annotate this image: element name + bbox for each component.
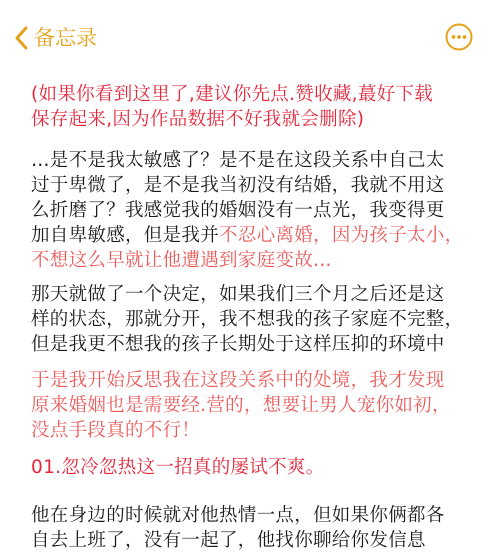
back-button[interactable] bbox=[14, 24, 97, 52]
highlight-line: 于是我开始反思我在这段关系中的处境，我才发现 bbox=[31, 370, 445, 391]
paragraph-3 bbox=[31, 368, 451, 443]
more-options-icon bbox=[445, 23, 473, 51]
highlight-segment: 不忍心离婚，因为孩子太小， bbox=[219, 225, 464, 246]
text-line: 过于卑微了，是不是我当初没有结婚，我就不用这 bbox=[31, 175, 445, 196]
highlight-line: 不想这么早就让他遭遇到家庭变故… bbox=[31, 250, 332, 271]
highlight-line: 原来婚姻也是需要经.营的，想要让男人宠你如初， bbox=[31, 395, 451, 416]
chevron-left-icon bbox=[14, 26, 28, 50]
notice-line: (如果你看到这里了,建议你先点.赞收藏,蕞好下载 bbox=[31, 84, 434, 105]
back-label: 备忘录 bbox=[34, 26, 97, 50]
highlight-line: 没点手段真的不行！ bbox=[31, 420, 201, 441]
text-line: 但是我更不想我的孩子长期处于这样压抑的环境中 bbox=[31, 334, 445, 355]
heading-text: 01.忽冷忽热这一招真的屡试不爽。 bbox=[31, 457, 325, 478]
text-line: 自去上班了，没有一起了，他找你聊给你发信息 bbox=[31, 530, 426, 551]
text-line: 么折磨了？我感觉我的婚姻没有一点光，我变得更 bbox=[31, 200, 445, 221]
notice-line: 保存起来,因为作品数据不好我就会删除) bbox=[31, 109, 365, 130]
more-options-button[interactable] bbox=[445, 23, 473, 51]
text-line bbox=[31, 223, 463, 248]
plain-segment: 加自卑敏感，但是我并 bbox=[31, 225, 220, 246]
text-line: 样的状态，那就分开，我不想我的孩子家庭不完整， bbox=[31, 309, 464, 330]
paragraph-1 bbox=[31, 148, 463, 273]
text-line: 那天就做了一个决定，如果我们三个月之后还是这 bbox=[31, 284, 445, 305]
text-line: 他在身边的时候就对他热情一点，但如果你俩都各 bbox=[31, 505, 445, 526]
navigation-bar bbox=[0, 0, 500, 76]
paragraph-4 bbox=[31, 503, 445, 553]
notice-paragraph bbox=[31, 82, 433, 132]
paragraph-2 bbox=[31, 282, 463, 357]
section-heading bbox=[31, 455, 325, 480]
text-line: …是不是我太敏感了？是不是在这段关系中自己太 bbox=[31, 150, 445, 171]
